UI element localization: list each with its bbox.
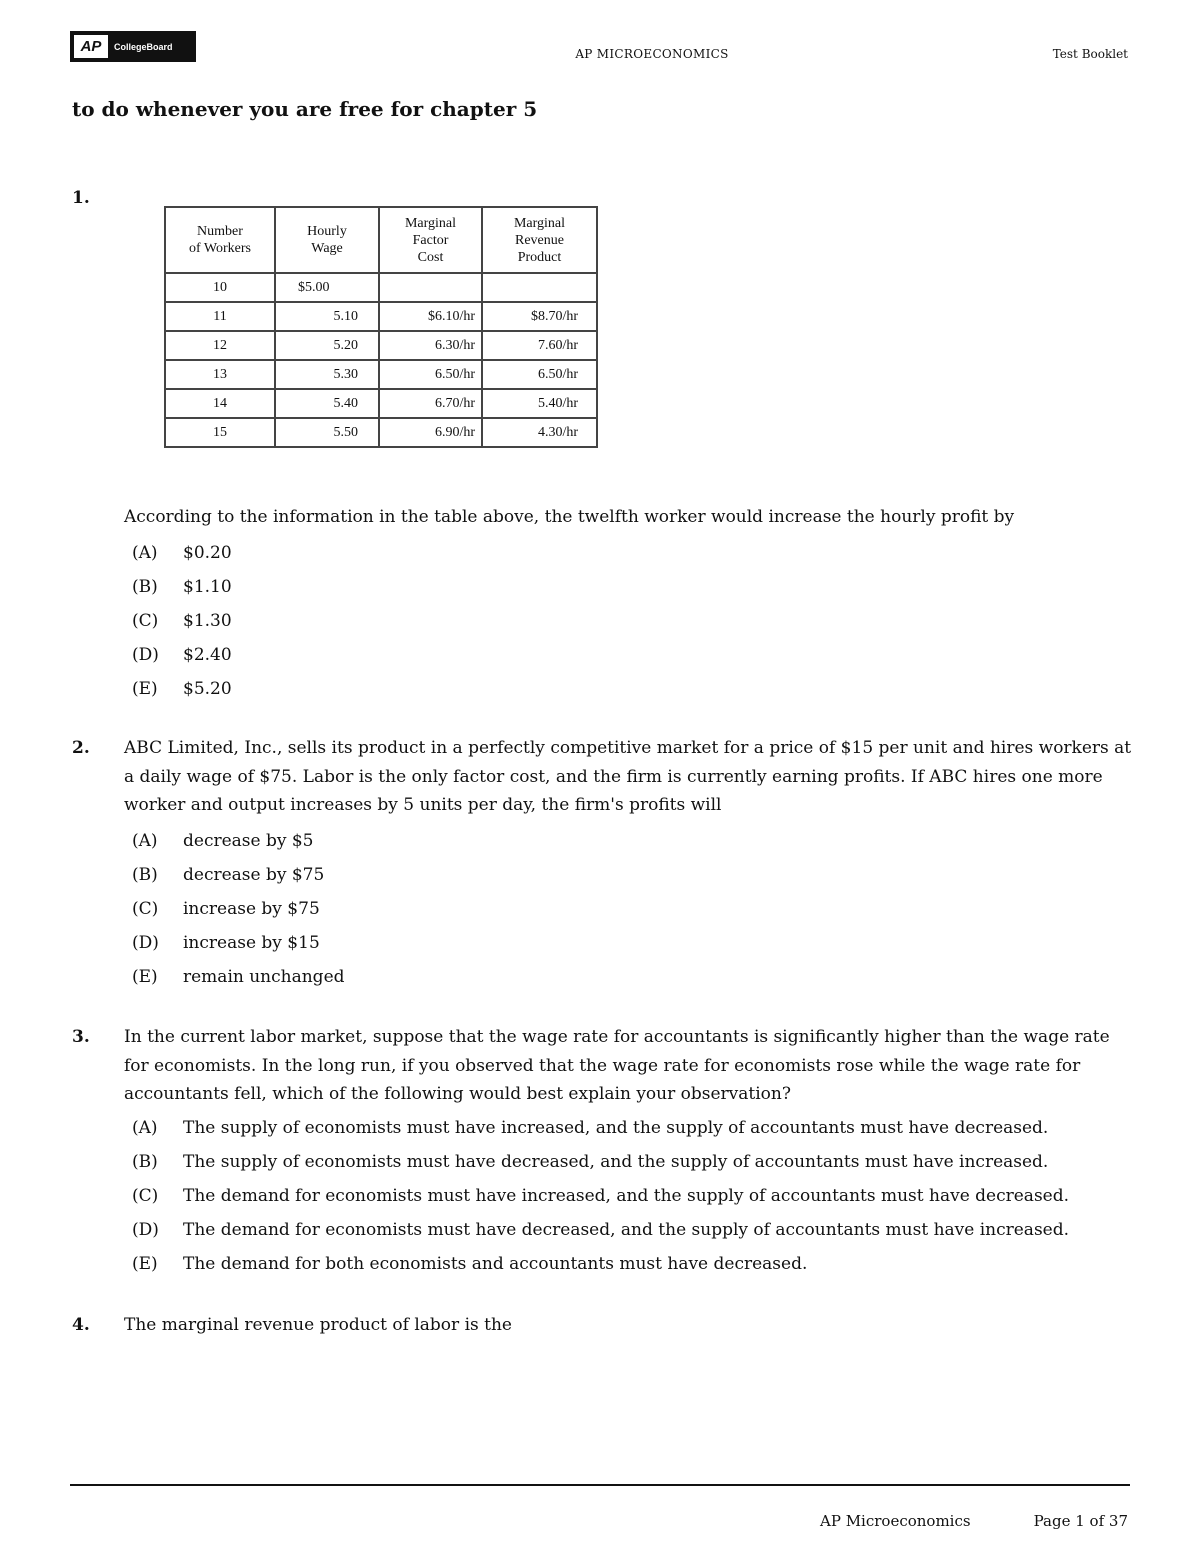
- table-row: [165, 360, 597, 389]
- choice-text: $1.30: [183, 611, 232, 631]
- answer-choice[interactable]: [132, 892, 345, 926]
- page-number: Page 1 of 37: [1033, 1512, 1128, 1530]
- choice-letter: (E): [132, 679, 158, 699]
- choice-letter: (E): [132, 1254, 158, 1274]
- page-title: to do whenever you are free for chapter 5: [72, 97, 538, 121]
- table-cell: 5.20: [275, 331, 379, 360]
- header-subject: AP MICROECONOMICS: [575, 47, 729, 61]
- choice-text: $0.20: [183, 543, 232, 563]
- answer-choice[interactable]: [132, 824, 345, 858]
- choice-letter: (A): [132, 543, 158, 563]
- table-header-cell: Number of Workers: [165, 207, 275, 273]
- choice-letter: (A): [132, 1118, 158, 1138]
- table-cell: 7.60/hr: [482, 331, 597, 360]
- answer-choice[interactable]: [132, 570, 232, 604]
- footer-subject: AP Microeconomics: [820, 1512, 971, 1530]
- table-cell: 10: [165, 273, 275, 302]
- answer-choice[interactable]: [132, 858, 345, 892]
- answer-choice[interactable]: [132, 1213, 1069, 1247]
- table-cell: 13: [165, 360, 275, 389]
- answer-choice[interactable]: [132, 536, 232, 570]
- question-2-text: ABC Limited, Inc., sells its product in a perfectly competitive market for a price of $15 per unit and hires workers at a daily wage of $75. Labor is the only factor cost, and the firm is currently earning profits. If ABC hires one more worker and output increases by 5 units per day, the firm's profits will: [124, 738, 1132, 815]
- choice-text: $1.10: [183, 577, 232, 597]
- table-row: [165, 273, 597, 302]
- choice-text: increase by $75: [183, 899, 320, 919]
- choice-letter: (C): [132, 611, 159, 631]
- choice-letter: (A): [132, 831, 158, 851]
- table-cell: 5.40: [275, 389, 379, 418]
- table-header-row: [165, 207, 597, 273]
- ap-logo-mark: AP: [74, 35, 108, 58]
- table-cell: 5.50: [275, 418, 379, 447]
- question-4-number: 4.: [72, 1315, 90, 1335]
- choice-letter: (B): [132, 1152, 158, 1172]
- header-booklet-label: Test Booklet: [1052, 47, 1128, 61]
- choice-text: The demand for both economists and accountants must have decreased.: [183, 1254, 808, 1274]
- choice-text: decrease by $75: [183, 865, 325, 885]
- choice-letter: (E): [132, 967, 158, 987]
- choice-text: remain unchanged: [183, 967, 345, 987]
- question-3-number: 3.: [72, 1027, 90, 1047]
- table-header-cell: Hourly Wage: [275, 207, 379, 273]
- answer-choice[interactable]: [132, 638, 232, 672]
- wage-table: [164, 206, 598, 448]
- choice-text: The demand for economists must have decreased, and the supply of accountants must have increased.: [183, 1220, 1070, 1240]
- table-cell: 14: [165, 389, 275, 418]
- choice-letter: (D): [132, 933, 159, 953]
- question-2-choices: [132, 824, 345, 994]
- choice-text: increase by $15: [183, 933, 320, 953]
- table-cell: $8.70/hr: [482, 302, 597, 331]
- table-cell: 6.30/hr: [379, 331, 482, 360]
- choice-letter: (C): [132, 1186, 159, 1206]
- answer-choice[interactable]: [132, 926, 345, 960]
- answer-choice[interactable]: [132, 672, 232, 706]
- question-3-choices: [132, 1111, 1069, 1281]
- table-cell: 6.90/hr: [379, 418, 482, 447]
- table-row: [165, 418, 597, 447]
- answer-choice[interactable]: [132, 1111, 1069, 1145]
- choice-text: The supply of economists must have increased, and the supply of accountants must have decreased.: [183, 1118, 1049, 1138]
- question-1-text: According to the information in the table above, the twelfth worker would increase the hourly profit by: [124, 507, 1015, 527]
- table-cell: $5.00: [275, 273, 379, 302]
- answer-choice[interactable]: [132, 1247, 1069, 1281]
- table-header-cell: Marginal Revenue Product: [482, 207, 597, 273]
- answer-choice[interactable]: [132, 1145, 1069, 1179]
- table-cell: 5.30: [275, 360, 379, 389]
- table-cell: $6.10/hr: [379, 302, 482, 331]
- table-cell: 15: [165, 418, 275, 447]
- question-2-number: 2.: [72, 738, 90, 758]
- table-cell: 11: [165, 302, 275, 331]
- question-4-text: The marginal revenue product of labor is the: [124, 1315, 512, 1335]
- table-cell: 6.50/hr: [379, 360, 482, 389]
- answer-choice[interactable]: [132, 960, 345, 994]
- table-cell: 5.10: [275, 302, 379, 331]
- collegeboard-logo-text: CollegeBoard: [114, 41, 173, 52]
- table-row: [165, 389, 597, 418]
- choice-text: The supply of economists must have decreased, and the supply of accountants must have increased.: [183, 1152, 1049, 1172]
- choice-letter: (B): [132, 865, 158, 885]
- table-cell: 5.40/hr: [482, 389, 597, 418]
- table-cell: 6.50/hr: [482, 360, 597, 389]
- choice-text: The demand for economists must have increased, and the supply of accountants must have decreased.: [183, 1186, 1070, 1206]
- table-cell: 6.70/hr: [379, 389, 482, 418]
- choice-letter: (D): [132, 645, 159, 665]
- question-3-text: In the current labor market, suppose that the wage rate for accountants is significantly higher than the wage rate for economists. In the long run, if you observed that the wage rate for economists rose while the wage rate for accountants fell, which of the following would best explain your observation?: [124, 1027, 1110, 1104]
- choice-text: decrease by $5: [183, 831, 314, 851]
- table-cell: 12: [165, 331, 275, 360]
- choice-letter: (C): [132, 899, 159, 919]
- choice-letter: (B): [132, 577, 158, 597]
- question-1-number: 1.: [72, 188, 90, 208]
- table-cell: [379, 273, 482, 302]
- table-header-cell: Marginal Factor Cost: [379, 207, 482, 273]
- choice-text: $2.40: [183, 645, 232, 665]
- table-cell: 4.30/hr: [482, 418, 597, 447]
- choice-letter: (D): [132, 1220, 159, 1240]
- footer-divider: [70, 1484, 1130, 1486]
- answer-choice[interactable]: [132, 1179, 1069, 1213]
- table-cell: [482, 273, 597, 302]
- table-row: [165, 331, 597, 360]
- table-row: [165, 302, 597, 331]
- choice-text: $5.20: [183, 679, 232, 699]
- question-1-choices: [132, 536, 232, 706]
- answer-choice[interactable]: [132, 604, 232, 638]
